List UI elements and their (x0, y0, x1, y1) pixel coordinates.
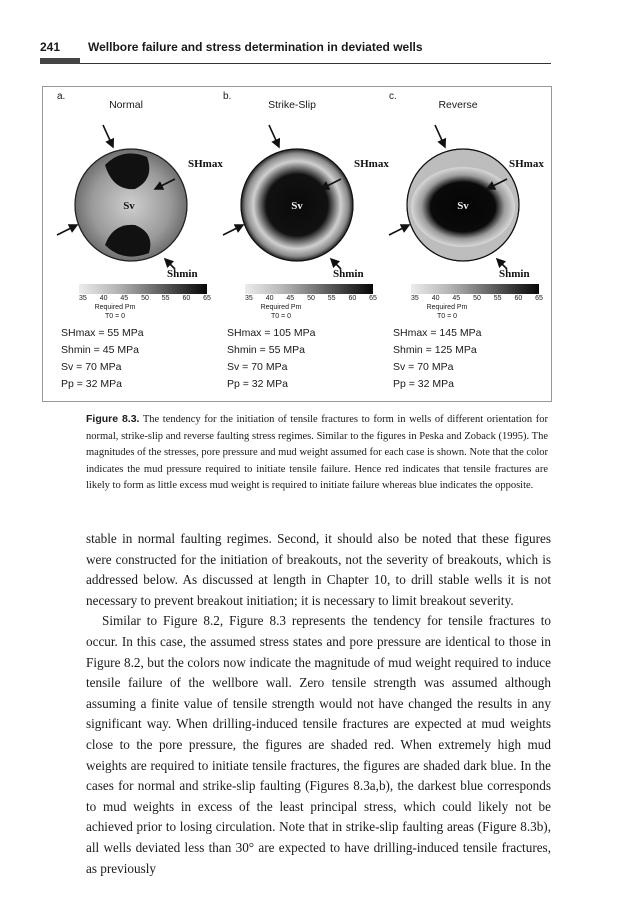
shmax-label: SHmax (188, 158, 223, 170)
colorbar-ticks: 35 40 45 50 55 60 65 (245, 295, 377, 302)
paragraph: stable in normal faulting regimes. Second, it should also be noted that these figures were constructed for the initiation of breakouts, not the severity of breakouts, which is addressed below. As discussed at length in Chapter 10, to drill stable wells it is not necessary to prevent breakout initiation; it is necessary to limit breakout severity. (86, 531, 551, 608)
required-pm-label: Required Pm T0 = 0 (426, 304, 468, 320)
sv-label: Sv (123, 200, 135, 212)
arrow (223, 225, 243, 235)
required-pm-label: Required Pm T0 = 0 (94, 304, 136, 320)
stress-values: SHmax = 55 MPa Shmin = 45 MPa Sv = 70 MPa Pp = 32 MPa (61, 327, 144, 390)
stereonet-reverse (375, 117, 544, 283)
shmin-label: Shmin (499, 268, 530, 280)
colorbar (245, 284, 373, 294)
body-text (86, 529, 551, 879)
arrow (435, 125, 445, 147)
figure-8-3 (42, 86, 552, 402)
arrow (269, 125, 279, 147)
panel-letter: c. (389, 91, 397, 102)
arrow (57, 225, 77, 235)
panel-strike-slip (209, 87, 389, 401)
caption-text: The tendency for the initiation of tensile fractures to form in wells of different orientation for normal, strike-slip and reverse faulting stress regimes. Similar to the figures in Peska and Zoback (1995). The magnitudes of the stresses, pore pressure and mud weight assumed for each case is shown. Note that the color indicates the mud pressure required to initiate tensile failure. Hence red indicates that tensile fractures are likely to form as little excess mud weight is required to initiate failure whereas blue indicates the opposite. (86, 414, 549, 492)
panel-title: Strike-Slip (268, 99, 316, 111)
shmax-label: SHmax (509, 158, 544, 170)
panel-reverse (375, 87, 544, 401)
sv-label: Sv (291, 200, 303, 212)
panel-title: Reverse (438, 99, 478, 111)
colorbar (411, 284, 539, 294)
colorbar-ticks: 35 40 45 50 55 60 65 (79, 295, 211, 302)
shmin-label: Shmin (333, 268, 364, 280)
panel-normal (43, 87, 223, 401)
colorbar-ticks: 35 40 45 50 55 60 65 (411, 295, 543, 302)
stereonet-strike-slip (209, 117, 389, 283)
paragraph: Similar to Figure 8.2, Figure 8.3 represents the tendency for tensile fractures to occur. In this case, the assumed stress states and pore pressure are identical to those in Figure 8.2, but the colors now indicate the magnitude of mud weight required to induce tensile failure of the wellbore wall. Zero tensile strength was assumed although assuming a finite value of tensile strength would not have changed the results in any significant way. When drilling-induced tensile fractures are expected at mud weights close to the pore pressure, the figures are shaded red. When extremely high mud weights are required to initiate tensile fractures, the figures are shaded dark blue. In the cases for normal and strike-slip faulting (Figures 8.3a,b), the darkest blue corresponds to mud weights in excess of the least principal stress, which could likely not be achieved prior to losing circulation. Note that in strike-slip faulting areas (Figure 8.3b), all wells deviated less than 30° are expected to have drilling-induced tensile fractures, as previously (86, 613, 551, 876)
panel-letter: b. (223, 91, 232, 102)
figure-caption (86, 411, 548, 495)
required-pm-label: Required Pm T0 = 0 (260, 304, 302, 320)
arrow (389, 225, 409, 235)
shmax-label: SHmax (354, 158, 389, 170)
running-title: Wellbore failure and stress determination in deviated wells (88, 40, 423, 54)
header-rule (80, 63, 551, 64)
sv-label: Sv (457, 200, 469, 212)
arrow (103, 125, 113, 147)
stress-values: SHmax = 105 MPa Shmin = 55 MPa Sv = 70 MPa Pp = 32 MPa (227, 327, 316, 390)
page-number: 241 (40, 40, 61, 54)
shmin-label: Shmin (167, 268, 198, 280)
stress-values: SHmax = 145 MPa Shmin = 125 MPa Sv = 70 MPa Pp = 32 MPa (393, 327, 482, 390)
caption-label: Figure 8.3. (86, 413, 140, 425)
header-bar (40, 58, 80, 64)
colorbar (79, 284, 207, 294)
panel-title: Normal (109, 99, 143, 111)
running-header (40, 40, 553, 60)
panel-letter: a. (57, 91, 66, 102)
stereonet-normal (43, 117, 223, 283)
